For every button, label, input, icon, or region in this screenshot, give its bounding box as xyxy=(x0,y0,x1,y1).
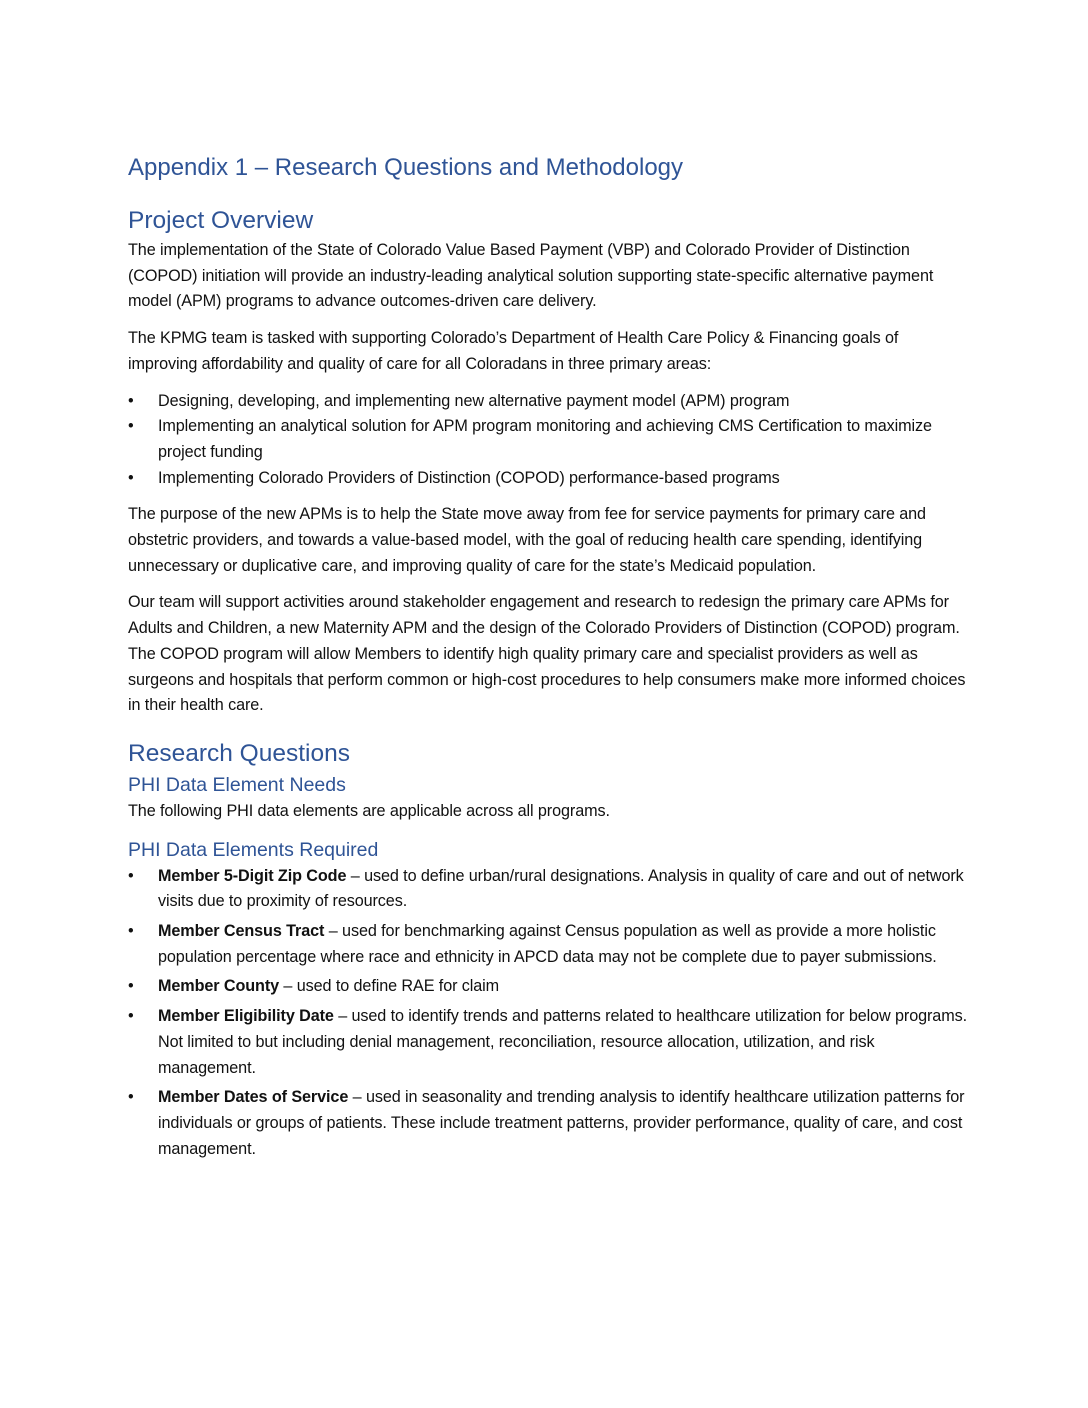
phi-required-heading: PHI Data Elements Required xyxy=(128,838,379,861)
bullet-icon: • xyxy=(128,1088,134,1107)
bullet-icon: • xyxy=(128,468,134,487)
overview-paragraph-1: The implementation of the State of Colorado Value Based Payment (VBP) and Colorado Provider of Distinction (COPOD) initiation will provide an industry-leading analytical solution supporting state-specific alternative payment model (APM) programs to advance outcomes-driven care delivery. xyxy=(128,241,934,311)
element-description: – used to define RAE for claim xyxy=(279,977,500,996)
list-item: • Implementing an analytical solution for APM program monitoring and achieving CMS Certification to maximize project funding xyxy=(128,414,968,465)
list-item xyxy=(128,864,968,915)
list-item xyxy=(128,1085,968,1162)
bullet-icon: • xyxy=(128,1007,134,1026)
page-title: Appendix 1 – Research Questions and Methodology xyxy=(128,154,684,181)
research-questions-heading: Research Questions xyxy=(128,739,350,767)
element-description: – used for benchmarking against Census population as well as provide a more holistic population percentage where race and ethnicity in APCD data may not be complete due to payer submissions. xyxy=(158,922,937,966)
bullet-icon: • xyxy=(128,977,134,996)
phi-elements-list xyxy=(128,864,968,1163)
phi-needs-text: The following PHI data elements are applicable across all programs. xyxy=(128,801,610,820)
bullet-icon: • xyxy=(128,391,134,410)
element-description: – used to define urban/rural designations. Analysis in quality of care and out of network visits due to proximity of resources. xyxy=(158,866,964,911)
element-term: Member Dates of Service xyxy=(158,1088,349,1107)
list-item xyxy=(128,1004,968,1081)
element-term: Member 5-Digit Zip Code xyxy=(158,866,347,885)
document-page xyxy=(128,148,968,1173)
overview-paragraph-4: Our team will support activities around stakeholder engagement and research to redesign the primary care APMs for Adults and Children, a new Maternity APM and the design of the Colorado Providers of Distinction (COPOD) program. The COPOD program will allow Members to identify high quality primary care and specialist providers as well as surgeons and hospitals that perform common or high-cost procedures to help consumers make more informed choices in their health care. xyxy=(128,593,966,715)
overview-paragraph-2: The KPMG team is tasked with supporting Colorado’s Department of Health Care Policy & Financing goals of improving affordability and quality of care for all Coloradans in three primary areas: xyxy=(128,329,899,373)
project-overview-heading: Project Overview xyxy=(128,207,314,234)
list-item xyxy=(128,919,968,970)
phi-needs-heading: PHI Data Element Needs xyxy=(128,773,346,796)
overview-bullet-list xyxy=(128,389,968,492)
element-term: Member Census Tract xyxy=(158,922,325,941)
bullet-icon: • xyxy=(128,417,134,436)
list-item: • Designing, developing, and implementing new alternative payment model (APM) program xyxy=(128,389,968,415)
element-description: – used to identify trends and patterns related to healthcare utilization for below programs. Not limited to but including denial management, reconciliation, resource allocation, utilization, and risk management. xyxy=(158,1007,967,1077)
list-item xyxy=(128,974,968,1000)
overview-paragraph-3: The purpose of the new APMs is to help the State move away from fee for service payments for primary care and obstetric providers, and towards a value-based model, with the goal of reducing health care spending, identifying unnecessary or duplicative care, and improving quality of care for the state’s Medicaid population. xyxy=(128,505,926,575)
element-description: – used in seasonality and trending analysis to identify healthcare utilization patterns for individuals or groups of patients. These include treatment patterns, provider performance, quality of care, and cost management. xyxy=(158,1088,965,1158)
bullet-icon: • xyxy=(128,866,134,885)
bullet-icon: • xyxy=(128,922,134,941)
element-term: Member Eligibility Date xyxy=(158,1007,334,1026)
element-term: Member County xyxy=(158,977,280,996)
list-item: • Implementing Colorado Providers of Distinction (COPOD) performance-based programs xyxy=(128,466,968,492)
